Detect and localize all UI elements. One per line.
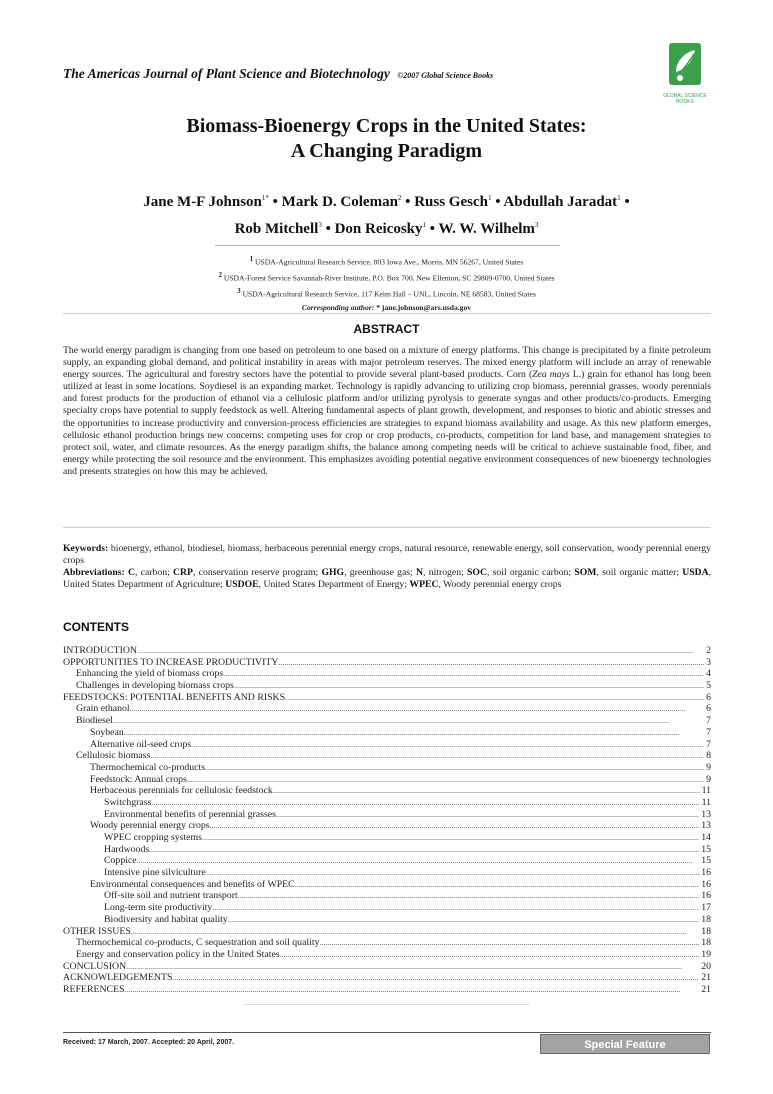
author-sup: 3 <box>534 221 539 229</box>
corresponding-author: Corresponding author: * jane.johnson@ars.usda.gov <box>301 303 472 313</box>
toc-page: 6 <box>706 691 711 703</box>
keywords-block <box>63 543 711 591</box>
toc-entry[interactable] <box>63 914 711 926</box>
toc-entry[interactable] <box>63 855 711 867</box>
toc-page: 18 <box>701 913 711 925</box>
toc-entry[interactable] <box>63 797 711 809</box>
toc-entry[interactable] <box>63 879 711 891</box>
title-line-1: Biomass-Bioenergy Crops in the United States: <box>186 115 587 137</box>
toc-page: 16 <box>701 878 711 890</box>
toc-page: 13 <box>701 820 711 832</box>
paper-title <box>0 114 773 164</box>
toc-leader <box>295 879 700 891</box>
toc-page: 16 <box>701 890 711 902</box>
toc-title: Environmental consequences and benefits of WPEC <box>90 878 295 890</box>
affiliation: 1 USDA-Agricultural Research Service, 803 Iowa Ave., Morris, MN 56267, United States <box>249 255 524 267</box>
toc-page: 5 <box>706 680 711 692</box>
toc-leader <box>172 972 699 984</box>
toc-entry[interactable] <box>63 972 711 984</box>
toc-entry[interactable] <box>63 809 711 821</box>
toc-entry[interactable] <box>63 902 711 914</box>
toc-entry[interactable] <box>63 774 711 786</box>
toc-page: 4 <box>706 668 711 680</box>
toc-title: Enhancing the yield of biomass crops <box>76 668 224 680</box>
toc-leader <box>151 797 699 809</box>
toc-leader <box>191 739 704 751</box>
toc-entry[interactable] <box>63 750 711 762</box>
toc-page: 9 <box>706 773 711 785</box>
logo-text: GLOBAL SCIENCE BOOKS <box>663 93 707 105</box>
table-of-contents <box>63 645 711 996</box>
toc-leader <box>202 832 699 844</box>
toc-leader <box>137 855 700 867</box>
toc-title: CONCLUSION <box>63 960 127 972</box>
toc-title: INTRODUCTION <box>63 645 138 656</box>
authors-line-1: Jane M-F Johnson$^{1*}$ • Mark D. Coleman$^2$ • Russ Gesch$^1$ • Abdullah Jaradat$^1$ • <box>143 194 630 210</box>
author-name: Mark D. Coleman <box>281 194 398 210</box>
divider <box>63 313 711 314</box>
toc-entry[interactable] <box>63 937 711 949</box>
toc-leader <box>137 645 704 657</box>
toc-page: 20 <box>701 960 711 972</box>
toc-entry[interactable] <box>63 739 711 751</box>
toc-page: 11 <box>701 785 711 797</box>
author-sup: 1* <box>261 194 269 202</box>
toc-page: 14 <box>701 832 711 843</box>
toc-title: Coppice <box>104 855 137 867</box>
title-line-2: A Changing Paradigm <box>290 140 483 162</box>
affiliation: 3 USDA-Agricultural Research Service, 117 Keim Hall – UNL, Lincoln, NE 68583, United States <box>237 287 536 299</box>
toc-leader <box>124 727 704 739</box>
authors-line-2: Rob Mitchell$^3$ • Don Reicosky$^1$ • W. W. Wilhelm$^3$ <box>234 221 539 237</box>
publisher-logo <box>660 42 710 104</box>
toc-title: Cellulosic biomass <box>76 750 151 762</box>
toc-page: 11 <box>701 796 711 808</box>
toc-page: 6 <box>706 703 711 715</box>
toc-page: 2 <box>706 645 711 656</box>
toc-title: Grain ethanol <box>76 703 130 715</box>
toc-leader <box>285 692 704 704</box>
toc-leader <box>238 890 700 902</box>
toc-leader <box>130 703 705 715</box>
toc-entry[interactable] <box>63 727 711 739</box>
toc-leader <box>273 785 700 797</box>
abstract-text: The world energy paradigm is changing from one based on petroleum to one based on a mixture of energy platforms. This change is precipitated by a finite petroleum supply, an expanding global demand, and political instability in areas with major petroleum reserves. The mixed energy platform will include an array of renewable energy sources. The agricultural and forestry sectors have the potential to provide several plant-based products. Corn (Zea mays L.) grain for ethanol has long been utilized at least in some locations. Soydiesel is an expanding market. Technology is rapidly advancing to utilizing crop biomass, perennial grasses, woody perennials and forest products for the production of ethanol via a cellulosic platform and/or utilizing pyrolysis to generate syngas and other products/co-products. Emerging specialty crops have potential to supply feedstock as well. Altering fundamental aspects of plant growth, development, and responses to biotic and abiotic stresses and the opportunities to increase productivity and conversion-process efficiencies are strategies to expand biomass availability and usage. As this new platform emerges, cellulosic ethanol production brings new concerns: competing uses for crop or crop products, co-products, competition for land base, and management strategies to protect soil, water, and climate resources. As the energy paradigm shifts, the balance among competing needs will be critical to achieve sustainable food, fiber, and energy while protecting the soil resource and the environment. This emphasizes avoiding potential negative environment consequences of new bioenergy technologies and presents strategies on how this may be achieved. <box>63 345 711 477</box>
leaf-logo-icon <box>668 42 702 86</box>
keywords: Keywords: bioenergy, ethanol, biodiesel, biomass, herbaceous perennial energy crops, natural resource, renewable energy, soil conservation, woody perennial energy crops <box>63 543 711 566</box>
author-name: Russ Gesch <box>414 194 488 210</box>
toc-entry[interactable] <box>63 949 711 961</box>
toc-entry[interactable] <box>63 668 711 680</box>
toc-entry[interactable] <box>63 890 711 902</box>
toc-leader <box>280 949 700 961</box>
toc-leader <box>113 715 704 727</box>
author-name: Jane M-F Johnson <box>143 194 262 210</box>
toc-title: Biodiversity and habitat quality <box>104 913 228 925</box>
toc-leader <box>234 680 704 692</box>
author-sup: 1 <box>617 194 621 202</box>
toc-title: REFERENCES <box>63 983 125 995</box>
affiliation: 2 USDA-Forest Service Savannah-River Institute, P.O. Box 700, New Ellenton, SC 29809-0700, United States <box>218 271 555 283</box>
toc-leader <box>210 820 700 832</box>
toc-title: OPPORTUNITIES TO INCREASE PRODUCTIVITY <box>63 656 279 668</box>
toc-leader <box>150 750 704 762</box>
author-name: Rob Mitchell <box>234 221 319 237</box>
toc-title: Soybean <box>90 726 124 738</box>
toc-title: Long-term site productivity <box>104 902 213 914</box>
toc-page: 9 <box>706 761 711 773</box>
toc-title: Intensive pine silviculture <box>104 867 206 879</box>
author-name: Abdullah Jaradat <box>503 194 618 210</box>
toc-leader <box>223 668 704 680</box>
toc-title: Hardwoods <box>104 843 150 855</box>
toc-page: 7 <box>706 715 711 727</box>
toc-entry[interactable] <box>63 692 711 704</box>
toc-title: Off-site soil and nutrient transport <box>104 890 238 902</box>
toc-title: WPEC cropping systems <box>104 832 202 843</box>
toc-title: Herbaceous perennials for cellulosic feedstock <box>90 785 273 797</box>
toc-leader <box>126 961 699 973</box>
toc-entry[interactable] <box>63 762 711 774</box>
toc-entry[interactable] <box>63 785 711 797</box>
toc-leader <box>125 984 700 996</box>
toc-page: 7 <box>706 738 711 750</box>
toc-title: Energy and conservation policy in the United States <box>76 948 280 960</box>
toc-page: 18 <box>701 925 711 937</box>
journal-name: The Americas Journal of Plant Science and Biotechnology <box>63 66 390 81</box>
toc-title: Thermochemical co-products, C sequestration and soil quality <box>76 937 320 949</box>
toc-page: 19 <box>701 948 711 960</box>
toc-page: 15 <box>701 855 711 867</box>
affiliations <box>0 253 773 315</box>
toc-leader <box>278 657 704 669</box>
toc-entry[interactable] <box>63 984 711 996</box>
author-sup: 1 <box>422 221 426 229</box>
received-dates: Received: 17 March, 2007. Accepted: 20 April, 2007. <box>63 1039 235 1046</box>
toc-title: Challenges in developing biomass crops <box>76 680 234 692</box>
toc-entry[interactable] <box>63 645 711 657</box>
toc-leader <box>131 926 699 938</box>
toc-title: ACKNOWLEDGEMENTS <box>63 972 173 984</box>
journal-header <box>63 66 663 82</box>
toc-page: 16 <box>701 867 711 879</box>
toc-page: 21 <box>701 983 711 995</box>
toc-title: Thermochemical co-products <box>90 761 206 773</box>
toc-leader <box>206 867 699 879</box>
toc-leader <box>212 902 699 914</box>
author-list <box>0 187 773 241</box>
toc-page: 3 <box>706 656 711 668</box>
toc-entry[interactable] <box>63 680 711 692</box>
abbreviations: Abbreviations: C, carbon; CRP, conservation reserve program; GHG, greenhouse gas; N, nitrogen; SOC, soil organic carbon; SOM, soil organic matter; USDA, United States Department of Agriculture; USDOE, United States Department of Energy; WPEC, Woody perennial energy crops <box>63 567 712 590</box>
toc-page: 8 <box>706 750 711 762</box>
toc-entry[interactable] <box>63 844 711 856</box>
toc-page: 18 <box>701 937 711 949</box>
toc-title: Environmental benefits of perennial grasses <box>104 808 276 820</box>
toc-page: 7 <box>706 726 711 738</box>
toc-entry[interactable] <box>63 867 711 879</box>
author-sup: 2 <box>397 194 402 202</box>
toc-title: Biodiesel <box>76 715 114 727</box>
toc-entry[interactable] <box>63 657 711 669</box>
author-sup: 1 <box>487 194 492 202</box>
abstract-heading: ABSTRACT <box>353 322 420 336</box>
toc-title: Feedstock: Annual crops <box>90 773 187 785</box>
toc-leader <box>149 844 699 856</box>
toc-entry[interactable] <box>63 820 711 832</box>
toc-entry[interactable] <box>63 926 711 938</box>
toc-page: 21 <box>701 972 711 984</box>
toc-entry[interactable] <box>63 703 711 715</box>
toc-leader <box>320 937 700 949</box>
toc-leader <box>205 762 704 774</box>
divider <box>63 527 711 528</box>
toc-entry[interactable] <box>63 715 711 727</box>
author-name: W. W. Wilhelm <box>438 221 535 237</box>
copyright: ©2007 Global Science Books <box>397 71 494 80</box>
toc-page: 17 <box>701 902 711 914</box>
toc-page: 13 <box>701 808 711 820</box>
divider <box>215 245 560 246</box>
corresponding-email: * jane.johnson@ars.usda.gov <box>376 303 472 313</box>
author-sup: 3 <box>318 221 322 229</box>
toc-page: 15 <box>701 843 711 855</box>
toc-title: Alternative oil-seed crops <box>90 738 192 750</box>
footer-rule <box>63 1032 711 1033</box>
toc-leader <box>276 809 699 821</box>
contents-heading: CONTENTS <box>63 620 129 634</box>
toc-leader <box>187 774 704 786</box>
toc-leader <box>228 914 699 926</box>
special-feature-badge: Special Feature <box>540 1034 710 1054</box>
toc-entry[interactable] <box>63 961 711 973</box>
toc-title: OTHER ISSUES <box>63 925 131 937</box>
toc-title: FEEDSTOCKS: POTENTIAL BENEFITS AND RISKS <box>63 691 286 703</box>
author-name: Don Reicosky <box>334 221 423 237</box>
divider <box>245 1004 530 1005</box>
toc-entry[interactable] <box>63 832 711 844</box>
toc-title: Switchgrass <box>104 796 152 808</box>
toc-title: Woody perennial energy crops <box>90 820 210 832</box>
